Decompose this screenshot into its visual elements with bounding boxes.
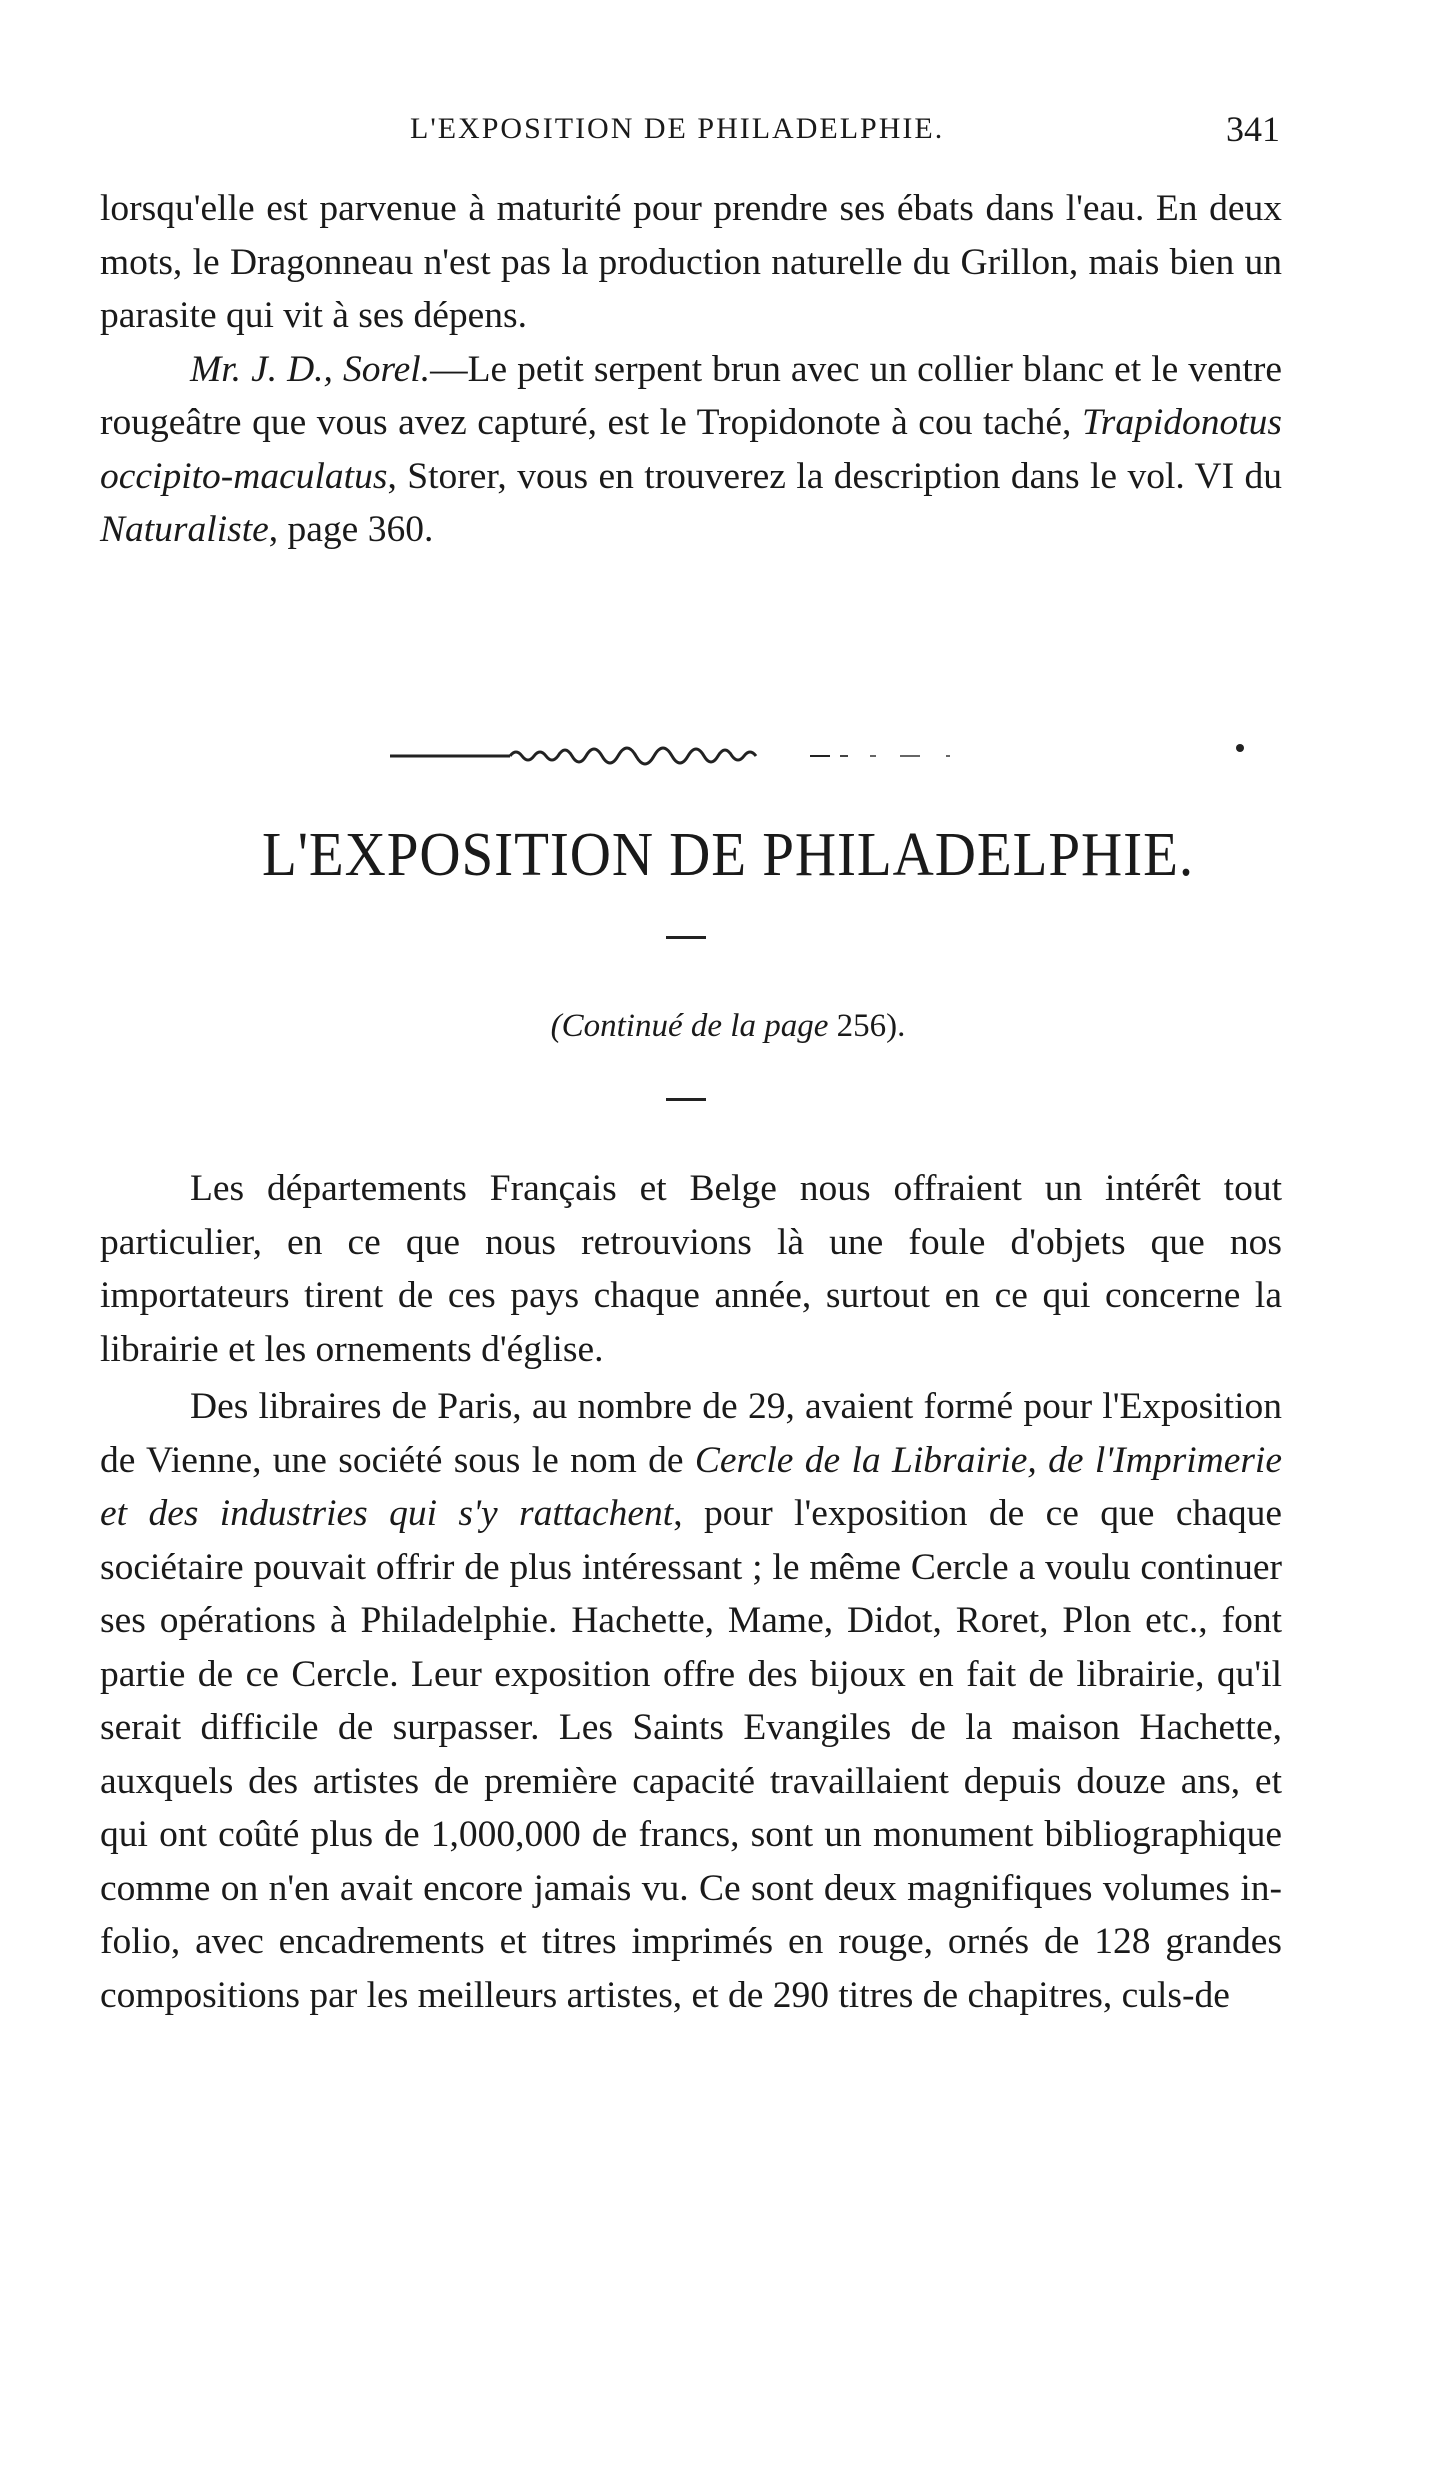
page-number: 341 <box>1226 109 1280 149</box>
reply-text-c: , page 360. <box>268 509 434 550</box>
ornamental-rule <box>390 738 970 768</box>
correspondent-name: Mr. J. D., Sorel. <box>190 348 431 390</box>
cercle-name: Cercle de la Librairie, de l'Imprimerie et des industries qui s'y rattachent <box>100 1439 1282 1534</box>
continued-page: 256). <box>828 1008 906 1044</box>
reply-text-b: , Storer, vous en trouverez la description dans le vol. VI du <box>387 455 1282 497</box>
continued-label: (Continué de la page <box>550 1008 829 1044</box>
body-paragraph-2 <box>100 1380 1282 2022</box>
continuation-paragraph: lorsqu'elle est parvenue à maturité pour prendre ses ébats dans l'eau. En deux mots, le Dragonneau n'est pas la production naturelle du Grillon, mais bien un parasite qui vit à ses dépens. <box>100 188 1282 336</box>
page-header <box>100 109 1280 162</box>
ornament-dot <box>1236 744 1244 752</box>
article-body <box>100 1162 1282 2022</box>
article-title: L'EXPOSITION DE PHILADELPHIE. <box>261 821 1195 889</box>
section-rule <box>666 1098 706 1101</box>
paragraph-2-text-b: , pour l'exposition de ce que chaque sociétaire pouvait offrir de plus intéressant ; le même Cercle a voulu continuer ses opérations à Philadelphie. Hachette, Mame, Didot, Roret, Plon etc., font partie de ce Cercle. Leur exposition offre des bijoux en fait de librairie, qu'il serait difficile de surpasser. Les Saints Evangiles de la maison Hachette, auxquels des artistes de première capacité travaillaient depuis douze ans, et qui ont coûté plus de 1,000,000 de francs, sont un monument bibliographique comme on n'en avait encore jamais vu. Ce sont deux magnifiques volumes in-folio, avec encadrements et titres imprimés en rouge, ornés de 128 grandes compositions par les meilleurs artistes, et de 290 titres de chapitres, culs-de <box>100 1493 1282 2016</box>
species-name: Trapidonotus occipito-maculatus <box>100 402 1282 497</box>
correspondence-paragraph <box>100 343 1282 557</box>
top-section <box>100 182 1282 557</box>
paragraph-2-text-a: Des libraires de Paris, au nombre de 29, avaient formé pour l'Exposition de Vienne, une société sous le nom de <box>100 1386 1282 1481</box>
reply-text-a: —Le petit serpent brun avec un collier blanc et le ventre rougeâtre que vous avez capturé, est le Tropidonote à cou taché, <box>100 348 1282 443</box>
journal-name: Naturaliste <box>100 509 269 550</box>
running-title: L'EXPOSITION DE PHILADELPHIE. <box>410 112 945 145</box>
continued-note <box>0 1008 1456 1045</box>
body-paragraph-1: Les départements Français et Belge nous offraient un intérêt tout particulier, en ce que nous retrouvions là une foule d'objets que nos importateurs tirent de ces pays chaque année, surtout en ce qui concerne la librairie et les ornements d'église. <box>100 1168 1282 1370</box>
title-rule <box>666 936 706 939</box>
